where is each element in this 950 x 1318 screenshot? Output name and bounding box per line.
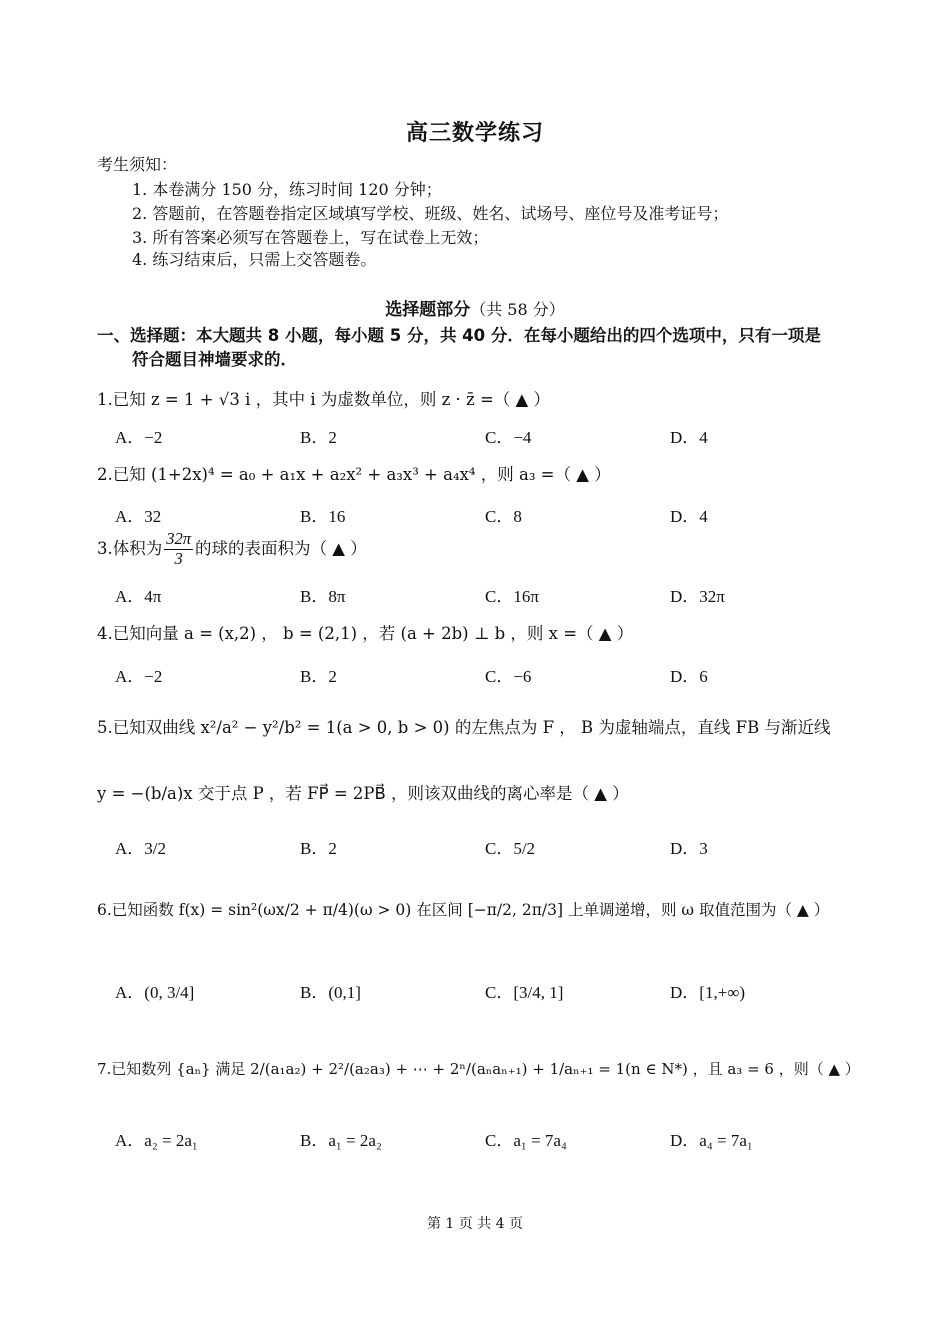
question-2-stem: 2.已知 (1+2x)⁴ = a₀ + a₁x + a₂x² + a₃x³ + a₄x⁴ ，则 a₃ =（ ▲ ） xyxy=(97,465,611,484)
question-6-option-c: C．[3/4, 1] xyxy=(485,983,564,1002)
question-6-option-a: A．(0, 3/4] xyxy=(115,983,195,1002)
section-score: （共 58 分） xyxy=(470,300,565,319)
section-header xyxy=(0,295,950,320)
question-2-option-a: A．32 xyxy=(115,507,162,526)
question-5-option-a: A．3/2 xyxy=(115,839,166,858)
question-6-options xyxy=(115,978,855,1003)
question-4-option-a: A．−2 xyxy=(115,667,163,686)
question-7-option-b: B．a₁ = 2a₂ xyxy=(300,1131,382,1150)
question-3-stem xyxy=(97,530,367,569)
question-4-option-b: B．2 xyxy=(300,667,337,686)
question-6-option-b: B．(0,1] xyxy=(300,983,361,1002)
question-5-option-c: C．5/2 xyxy=(485,839,536,858)
question-1-option-a: A．−2 xyxy=(115,428,163,447)
question-6-stem: 6.已知函数 f(x) = sin²(ωx/2 + π/4)(ω > 0) 在区间 [−π/2, 2π/3] 上单调递增，则 ω 取值范围为（ ▲ ） xyxy=(97,901,830,919)
question-2-option-d: D．4 xyxy=(670,507,708,526)
page-title: 高三数学练习 xyxy=(405,121,544,146)
question-4-option-d: D．6 xyxy=(670,667,708,686)
question-6-option-d: D．[1,+∞) xyxy=(670,983,746,1002)
question-4-option-c: C．−6 xyxy=(485,667,532,686)
notice-heading: 考生须知： xyxy=(97,155,178,174)
question-2-options xyxy=(115,502,855,527)
question-7-option-d: D．a₄ = 7a₁ xyxy=(670,1131,753,1150)
question-1-option-b: B．2 xyxy=(300,428,337,447)
question-1-option-d: D．4 xyxy=(670,428,708,447)
question-3-volume-numerator: 32π xyxy=(166,529,192,548)
notice-item-4: 4. 练习结束后，只需上交答题卷。 xyxy=(132,250,377,269)
section-heading: 选择题部分 xyxy=(385,300,471,320)
page-footer: 第 1 页 共 4 页 xyxy=(426,1216,524,1232)
question-7-option-a: A．a₂ = 2a₁ xyxy=(115,1131,198,1150)
question-1-option-c: C．−4 xyxy=(485,428,532,447)
question-5-stem-line1: 5.已知双曲线 x²/a² − y²/b² = 1(a > 0, b > 0) 的左焦点为 F ， B 为虚轴端点，直线 FB 与渐近线 xyxy=(97,718,831,737)
question-2-option-c: C．8 xyxy=(485,507,522,526)
question-1-options xyxy=(115,423,855,448)
question-3-volume-fraction xyxy=(164,530,193,569)
question-7-option-c: C．a₁ = 7a₄ xyxy=(485,1131,567,1150)
question-5-option-d: D．3 xyxy=(670,839,708,858)
part1-instruction-line1: 一、选择题：本大题共 8 小题，每小题 5 分，共 40 分．在每小题给出的四个选项中，只有一项是 xyxy=(97,326,821,345)
notice-item-1: 1. 本卷满分 150 分，练习时间 120 分钟； xyxy=(132,180,442,199)
question-2-option-b: B．16 xyxy=(300,507,346,526)
question-3-option-a: A．4π xyxy=(115,587,162,606)
question-5-options xyxy=(115,834,855,859)
question-5-option-b: B．2 xyxy=(300,839,337,858)
notice-item-3: 3. 所有答案必须写在答题卷上，写在试卷上无效； xyxy=(132,228,489,247)
question-3-options xyxy=(115,582,855,607)
question-3-option-c: C．16π xyxy=(485,587,539,606)
question-3-volume-denominator: 3 xyxy=(174,548,183,568)
part1-instruction-line2: 符合题目神墙要求的． xyxy=(132,350,297,369)
question-3-option-d: D．32π xyxy=(670,587,725,606)
question-7-stem: 7.已知数列 {aₙ} 满足 2/(a₁a₂) + 2²/(a₂a₃) + ⋯ + 2ⁿ/(aₙaₙ₊₁) + 1/aₙ₊₁ = 1(n ∈ N*) ，且 a₃ = 6 ，则（ ▲ ） xyxy=(97,1060,860,1078)
question-7-options xyxy=(115,1126,855,1151)
question-1-stem: 1.已知 z = 1 + √3 i ，其中 i 为虚数单位，则 z · z̄ =（ ▲ ） xyxy=(97,390,550,409)
question-5-stem-line2: y = −(b/a)x 交于点 P ，若 FP⃗ = 2PB⃗ ，则该双曲线的离心率是（ ▲ ） xyxy=(97,784,629,803)
notice-item-2: 2. 答题前，在答题卷指定区域填写学校、班级、姓名、试场号、座位号及准考证号； xyxy=(132,204,729,223)
question-3-option-b: B．8π xyxy=(300,587,346,606)
question-4-options xyxy=(115,662,855,687)
question-3-stem-pre: 3.体积为 xyxy=(97,538,163,558)
question-4-stem: 4.已知向量 a = (x,2) ， b = (2,1) ，若 (a + 2b) ⊥ b ，则 x =（ ▲ ） xyxy=(97,624,634,643)
question-3-stem-post: 的球的表面积为（ ▲ ） xyxy=(195,538,367,558)
